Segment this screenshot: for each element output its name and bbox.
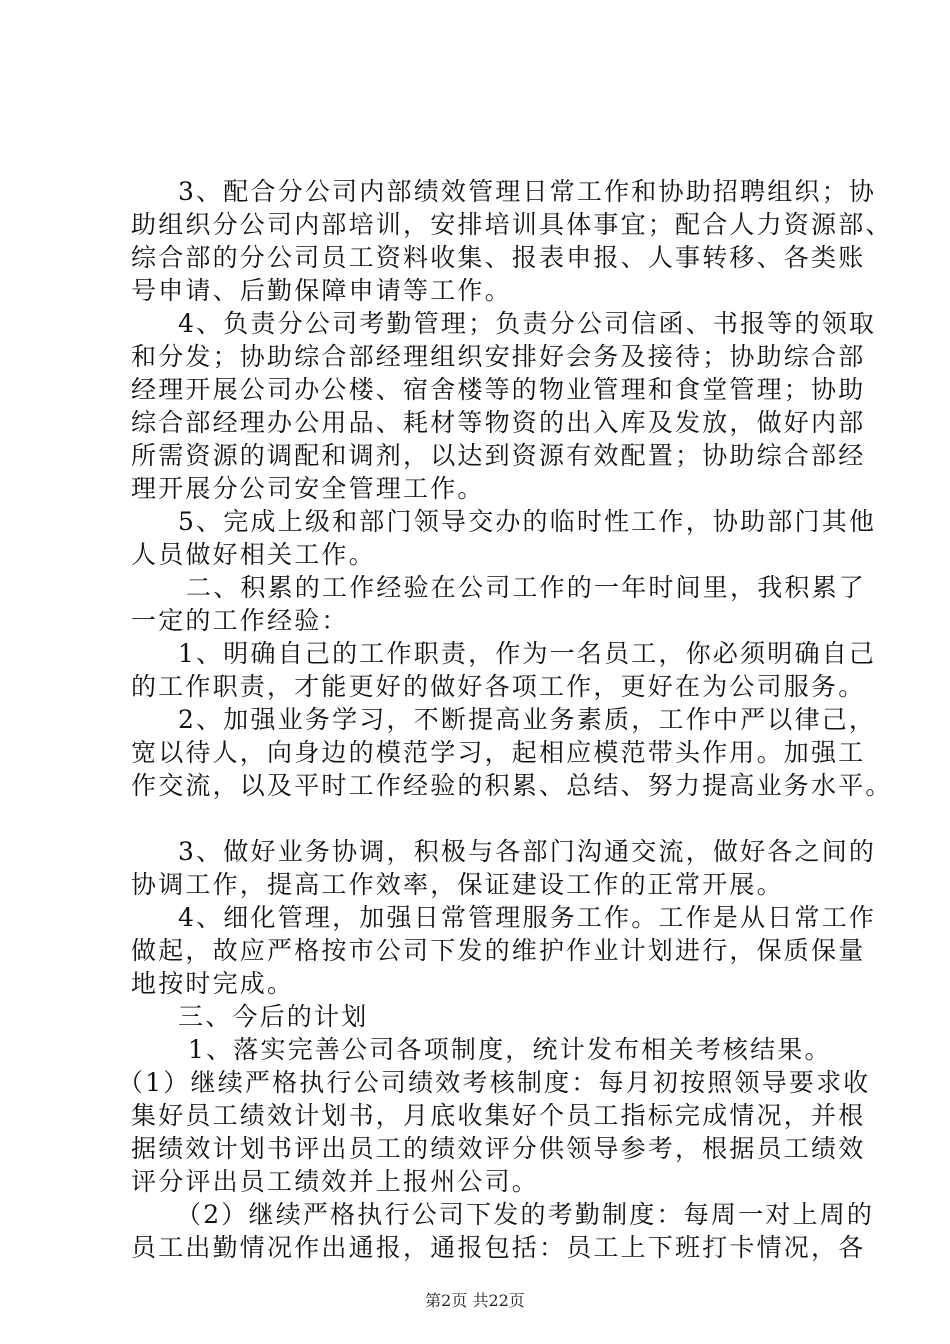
text-line: 4、细化管理，加强日常管理服务工作。工作是从日常工作 [178, 903, 877, 932]
text-line: 综合部的分公司员工资料收集、报表申报、人事转移、各类账 [131, 243, 866, 272]
text-line: 集好员工绩效计划书，月底收集好个员工指标完成情况，并根 [131, 1101, 866, 1130]
text-line: 评分评出员工绩效并上报州公司。 [131, 1167, 540, 1196]
section-heading-line: 三、今后的计划 [178, 1002, 369, 1031]
text-line: 助组织分公司内部培训，安排培训具体事宜；配合人力资源部、 [131, 210, 893, 239]
text-line: 综合部经理办公用品、耗材等物资的出入库及发放，做好内部 [131, 408, 866, 437]
text-line: 协调工作，提高工作效率，保证建设工作的正常开展。 [131, 870, 784, 899]
text-line: 作交流，以及平时工作经验的积累、总结、努力提高业务水平。 [131, 771, 893, 800]
text-line: 做起，故应严格按市公司下发的维护作业计划进行，保质保量 [131, 936, 866, 965]
text-line: 理开展分公司安全管理工作。 [131, 474, 485, 503]
text-line: （2）继续严格执行公司下发的考勤制度：每周一对上周的 [176, 1200, 875, 1229]
page-footer: 第2页 共22页 [425, 1291, 525, 1310]
text-line: 4、负责分公司考勤管理；负责分公司信函、书报等的领取 [178, 309, 877, 338]
text-line: 经理开展公司办公楼、宿舍楼等的物业管理和食堂管理；协助 [131, 375, 866, 404]
text-line: （1）继续严格执行公司绩效考核制度：每月初按照领导要求收 [118, 1068, 871, 1097]
section-heading-line: 二、积累的工作经验在公司工作的一年时间里，我积累了 [186, 573, 867, 602]
text-line: 号申请、后勤保障申请等工作。 [131, 276, 512, 305]
text-line: 5、完成上级和部门领导交办的临时性工作，协助部门其他 [178, 507, 877, 536]
text-line: 和分发；协助综合部经理组织安排好会务及接待；协助综合部 [131, 342, 866, 371]
text-line: 2、加强业务学习，不断提高业务素质，工作中严以律己， [178, 705, 877, 734]
text-line: 地按时完成。 [131, 969, 295, 998]
text-line: 1、落实完善公司各项制度，统计发布相关考核结果。 [188, 1035, 832, 1064]
text-line: 一定的工作经验： [131, 606, 349, 635]
text-line: 员工出勤情况作出通报，通报包括：员工上下班打卡情况，各 [131, 1233, 866, 1262]
text-line: 1、明确自己的工作职责，作为一名员工，你必须明确自己 [178, 639, 877, 668]
text-line: 的工作职责，才能更好的做好各项工作，更好在为公司服务。 [131, 672, 866, 701]
text-line: 据绩效计划书评出员工的绩效评分供领导参考，根据员工绩效 [131, 1134, 866, 1163]
text-line: 3、配合分公司内部绩效管理日常工作和协助招聘组织；协 [178, 177, 877, 206]
text-line: 3、做好业务协调，积极与各部门沟通交流，做好各之间的 [178, 837, 877, 866]
text-line: 所需资源的调配和调剂，以达到资源有效配置；协助综合部经 [131, 441, 866, 470]
text-line: 宽以待人，向身边的模范学习，起相应模范带头作用。加强工 [131, 738, 866, 767]
text-line: 人员做好相关工作。 [131, 540, 376, 569]
